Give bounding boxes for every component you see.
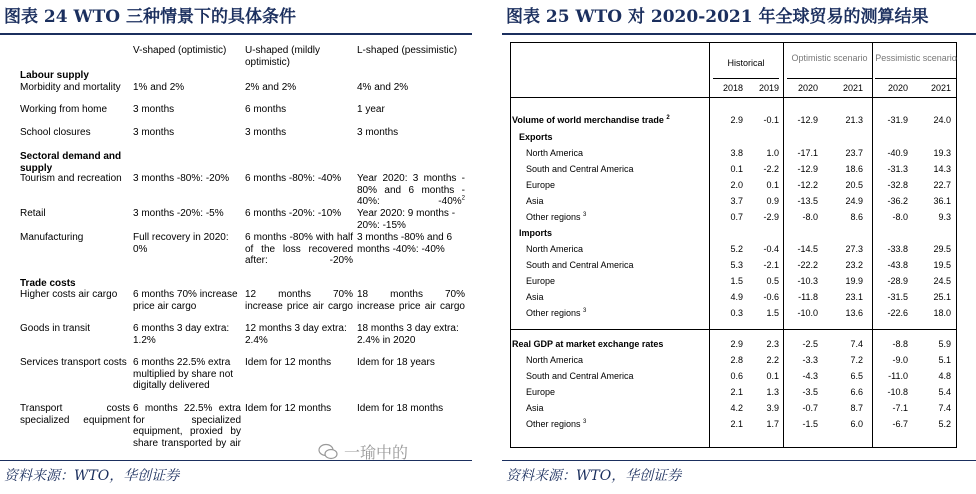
value-cell: 5.4 <box>938 387 951 397</box>
v-shaped-cell: 6 months 22.5% extra multiplied by share not digitally delivered <box>133 357 234 391</box>
l-shaped-cell: 3 months <box>357 127 399 138</box>
l-shaped-cell: 18 months 70% increase price air cargo <box>357 289 465 312</box>
value-cell: 5.2 <box>938 419 951 429</box>
source-divider <box>502 460 976 461</box>
figure-25-title: 图表 25 WTO 对 2020-2021 年全球贸易的测算结果 <box>502 0 976 35</box>
l-shaped-cell: 18 months 3 day extra: 2.4% in 2020 <box>357 323 459 346</box>
header-rule <box>787 78 872 79</box>
figure-24-source: 资料来源：WTO，华创证券 <box>4 468 180 484</box>
column-rule <box>783 43 784 448</box>
value-cell: 19.5 <box>933 260 951 270</box>
row-label: Retail <box>20 208 46 219</box>
row-label: Morbidity and mortality <box>20 82 121 93</box>
row-label: Other regions $^3$ <box>526 212 587 222</box>
value-cell: -0.7 <box>802 403 818 413</box>
year-header: 2018 <box>722 83 743 93</box>
value-cell: 0.1 <box>766 180 779 190</box>
section-heading: Trade costs <box>20 278 76 289</box>
u-shaped-cell: 3 months <box>245 127 287 138</box>
value-cell: 14.3 <box>933 164 951 174</box>
value-cell: 24.0 <box>933 115 951 125</box>
value-cell: 0.5 <box>766 276 779 286</box>
value-cell: -1.5 <box>802 419 818 429</box>
value-cell: 18.0 <box>933 308 951 318</box>
v-shaped-cell: 6 months 70% increase price air cargo <box>133 289 238 312</box>
value-cell: -12.2 <box>797 180 818 190</box>
l-shaped-cell: Year 2020: 9 months - 20%: -15% <box>357 208 456 231</box>
u-shaped-cell: 12 months 3 day extra: 2.4% <box>245 323 347 346</box>
section-heading: Labour supply <box>20 70 89 81</box>
year-header: 2020 <box>797 83 818 93</box>
value-cell: -33.8 <box>887 244 908 254</box>
value-cell: 23.7 <box>845 148 863 158</box>
footnote-marker: 3 <box>583 308 587 314</box>
value-cell: 24.9 <box>845 196 863 206</box>
value-cell: 25.1 <box>933 292 951 302</box>
value-cell: 0.1 <box>766 371 779 381</box>
value-cell: 5.1 <box>938 355 951 365</box>
u-shaped-cell: 6 months -20%: -10% <box>245 208 342 219</box>
header-bottom-rule <box>511 97 957 98</box>
group-header-optimistic: Optimistic scenario <box>791 53 868 63</box>
row-label: School closures <box>20 127 91 138</box>
row-label: North America <box>526 244 584 254</box>
row-label: Asia <box>526 292 544 302</box>
row-label: Asia <box>526 403 544 413</box>
value-cell: -17.1 <box>797 148 818 158</box>
value-cell: -22.6 <box>887 308 908 318</box>
value-cell: -8.8 <box>892 339 908 349</box>
value-cell: -10.3 <box>797 276 818 286</box>
l-shaped-cell: Idem for 18 months <box>357 403 444 414</box>
value-cell: 2.9 <box>730 115 743 125</box>
v-shaped-cell: 6 months 22.5% extra for specialized equipment, proxied by share transported by air <box>133 403 241 449</box>
value-cell: 1.0 <box>766 148 779 158</box>
value-cell: 2.9 <box>730 339 743 349</box>
value-cell: -32.8 <box>887 180 908 190</box>
value-cell: -40.9 <box>887 148 908 158</box>
value-cell: 0.3 <box>730 308 743 318</box>
header-rule <box>713 78 779 79</box>
group-header-pessimistic: Pessimistic scenario <box>875 53 957 63</box>
value-cell: 7.2 <box>850 355 863 365</box>
l-shaped-cell: 1 year <box>357 104 385 115</box>
value-cell: 4.8 <box>938 371 951 381</box>
row-label: Real GDP at market exchange rates <box>512 339 664 349</box>
v-shaped-cell: 3 months <box>133 127 175 138</box>
row-label: Tourism and recreation <box>20 173 122 184</box>
year-header: 2019 <box>758 83 779 93</box>
l-shaped-cell: 3 months -80% and 6 months -40%: -40% <box>357 232 453 255</box>
value-cell: 6.5 <box>850 371 863 381</box>
value-cell: 6.6 <box>850 387 863 397</box>
value-cell: 2.1 <box>730 419 743 429</box>
row-label: Europe <box>526 276 556 286</box>
u-shaped-cell: 2% and 2% <box>245 82 297 93</box>
u-shaped-cell: Idem for 12 months <box>245 357 332 368</box>
value-cell: -6.7 <box>892 419 908 429</box>
value-cell: -31.5 <box>887 292 908 302</box>
value-cell: -11.0 <box>888 371 908 381</box>
row-label: Higher costs air cargo <box>20 289 118 300</box>
value-cell: -2.9 <box>763 212 779 222</box>
value-cell: 1.7 <box>766 419 779 429</box>
row-label: South and Central America <box>526 371 634 381</box>
value-cell: 4.2 <box>730 403 743 413</box>
row-label: Other regions $^3$ <box>526 308 587 318</box>
value-cell: 6.0 <box>850 419 863 429</box>
value-cell: 2.0 <box>730 180 743 190</box>
value-cell: -12.9 <box>797 115 818 125</box>
value-cell: -10.8 <box>887 387 908 397</box>
footnote-marker: 3 <box>583 419 587 425</box>
value-cell: -22.2 <box>797 260 818 270</box>
figure-25-source: 资料来源：WTO，华创证券 <box>506 468 682 484</box>
value-cell: 0.6 <box>730 371 743 381</box>
value-cell: 0.9 <box>766 196 779 206</box>
row-label: Europe <box>526 387 556 397</box>
value-cell: -10.0 <box>797 308 818 318</box>
scenario-conditions-table <box>6 36 472 458</box>
value-cell: 1.3 <box>766 387 779 397</box>
l-shaped-cell: Idem for 18 years <box>357 357 435 368</box>
value-cell: 23.1 <box>845 292 863 302</box>
u-shaped-cell: 12 months 70% increase price air cargo <box>245 289 353 312</box>
value-cell: -3.5 <box>802 387 818 397</box>
column-rule <box>872 43 873 448</box>
row-label: Exports <box>519 132 553 142</box>
column-header: L-shaped (pessimistic) <box>357 45 458 56</box>
watermark-text: 一瑜中的 <box>344 443 409 462</box>
value-cell: -36.2 <box>887 196 908 206</box>
section-rule <box>511 329 957 330</box>
value-cell: 3.7 <box>730 196 743 206</box>
row-label: South and Central America <box>526 260 634 270</box>
value-cell: 23.2 <box>845 260 863 270</box>
value-cell: 22.7 <box>933 180 951 190</box>
trade-projection-table <box>510 42 957 448</box>
value-cell: 5.2 <box>730 244 743 254</box>
u-shaped-cell: 6 months -80%: -40% <box>245 173 342 184</box>
row-label: Volume of world merchandise trade $^2$ <box>512 115 670 125</box>
value-cell: -9.0 <box>892 355 908 365</box>
value-cell: 2.2 <box>766 355 779 365</box>
value-cell: 1.5 <box>730 276 743 286</box>
value-cell: 19.3 <box>933 148 951 158</box>
watermark <box>318 440 408 463</box>
year-header: 2020 <box>887 83 908 93</box>
row-label: Services transport costs <box>20 357 127 368</box>
l-shaped-cell: 4% and 2% <box>357 82 409 93</box>
value-cell: -2.1 <box>763 260 779 270</box>
value-cell: -8.0 <box>802 212 818 222</box>
value-cell: -2.5 <box>802 339 818 349</box>
year-header: 2021 <box>930 83 951 93</box>
value-cell: 36.1 <box>933 196 951 206</box>
value-cell: 27.3 <box>845 244 863 254</box>
value-cell: 2.1 <box>730 387 743 397</box>
value-cell: -3.3 <box>802 355 818 365</box>
value-cell: -31.3 <box>887 164 908 174</box>
value-cell: -31.9 <box>887 115 908 125</box>
column-header: U-shaped (mildly optimistic) <box>245 45 321 68</box>
value-cell: 9.3 <box>938 212 951 222</box>
value-cell: 3.9 <box>766 403 779 413</box>
figure-25-panel <box>502 0 976 484</box>
value-cell: -8.0 <box>892 212 908 222</box>
value-cell: 24.5 <box>933 276 951 286</box>
figure-24-title: 图表 24 WTO 三种情景下的具体条件 <box>0 0 472 35</box>
value-cell: 5.9 <box>938 339 951 349</box>
v-shaped-cell: 3 months -80%: -20% <box>133 173 230 184</box>
footnote-marker: 3 <box>583 212 587 218</box>
value-cell: 19.9 <box>845 276 863 286</box>
value-cell: -7.1 <box>892 403 908 413</box>
value-cell: 18.6 <box>845 164 863 174</box>
year-header: 2021 <box>842 83 863 93</box>
row-label: North America <box>526 355 584 365</box>
value-cell: -11.8 <box>798 292 818 302</box>
row-label: North America <box>526 148 584 158</box>
value-cell: 7.4 <box>938 403 951 413</box>
footnote-marker: 2 <box>461 195 465 202</box>
u-shaped-cell: 6 months -80% with half of the loss recovered after: -20% <box>245 232 353 266</box>
value-cell: 4.9 <box>730 292 743 302</box>
value-cell: -12.9 <box>797 164 818 174</box>
column-rule <box>709 43 710 448</box>
value-cell: 29.5 <box>933 244 951 254</box>
v-shaped-cell: 3 months <box>133 104 175 115</box>
value-cell: 0.1 <box>730 164 743 174</box>
column-header: V-shaped (optimistic) <box>133 45 227 56</box>
value-cell: -2.2 <box>763 164 779 174</box>
value-cell: -0.6 <box>763 292 779 302</box>
row-label: Transport costs specialized equipment <box>20 403 130 426</box>
value-cell: 0.7 <box>730 212 743 222</box>
u-shaped-cell: Idem for 12 months <box>245 403 332 414</box>
value-cell: 2.3 <box>766 339 779 349</box>
row-label: Working from home <box>20 104 108 115</box>
v-shaped-cell: 6 months 3 day extra: 1.2% <box>133 323 230 346</box>
value-cell: -4.3 <box>802 371 818 381</box>
value-cell: -14.5 <box>797 244 818 254</box>
section-heading: Sectoral demand and supply <box>20 151 122 174</box>
v-shaped-cell: 3 months -20%: -5% <box>133 208 224 219</box>
v-shaped-cell: Full recovery in 2020: 0% <box>133 232 229 255</box>
row-label: Asia <box>526 196 544 206</box>
value-cell: 20.5 <box>845 180 863 190</box>
value-cell: 7.4 <box>850 339 863 349</box>
value-cell: -0.4 <box>763 244 779 254</box>
group-header-historical: Historical <box>727 58 765 68</box>
row-label: Europe <box>526 180 556 190</box>
value-cell: -13.5 <box>797 196 818 206</box>
row-label: South and Central America <box>526 164 634 174</box>
chat-bubble-icon <box>318 443 338 461</box>
value-cell: 13.6 <box>845 308 863 318</box>
v-shaped-cell: 1% and 2% <box>133 82 185 93</box>
u-shaped-cell: 6 months <box>245 104 287 115</box>
row-label: Other regions $^3$ <box>526 419 587 429</box>
value-cell: -43.8 <box>887 260 908 270</box>
row-label: Imports <box>519 228 553 238</box>
value-cell: 8.7 <box>850 403 863 413</box>
value-cell: 5.3 <box>730 260 743 270</box>
footnote-marker: 2 <box>666 115 670 121</box>
row-label: Goods in transit <box>20 323 91 334</box>
value-cell: 1.5 <box>766 308 779 318</box>
value-cell: 8.6 <box>850 212 863 222</box>
value-cell: 2.8 <box>730 355 743 365</box>
value-cell: 3.8 <box>730 148 743 158</box>
value-cell: -28.9 <box>887 276 908 286</box>
row-label: Manufacturing <box>20 232 84 243</box>
header-rule <box>875 78 957 79</box>
value-cell: -0.1 <box>763 115 779 125</box>
l-shaped-cell: Year 2020: 3 months - 80% and 6 months - 40%: -40%$^2$ <box>357 173 465 207</box>
value-cell: 21.3 <box>845 115 863 125</box>
